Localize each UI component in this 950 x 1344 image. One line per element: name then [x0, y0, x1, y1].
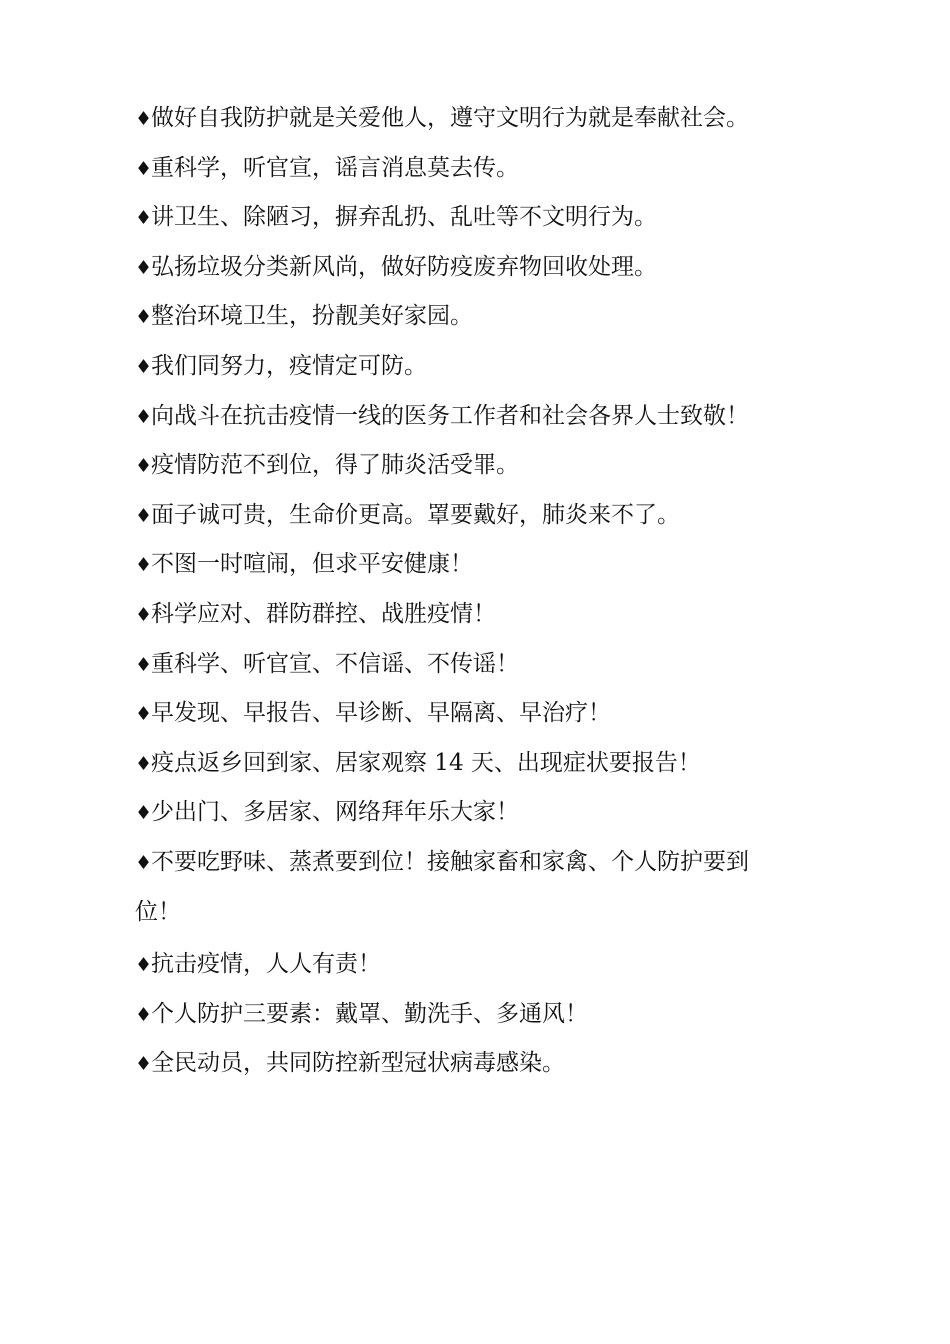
list-item-text: 科学应对、群防群控、战胜疫情！: [151, 600, 496, 627]
list-item: [135, 491, 775, 541]
list-item-text: 重科学，听官宣，谣言消息莫去传。: [151, 154, 519, 181]
diamond-bullet-icon: ♦: [135, 207, 153, 230]
list-item-text: 全民动员，共同防控新型冠状病毒感染。: [151, 1050, 565, 1077]
list-item: [135, 990, 775, 1040]
diamond-bullet-icon: ♦: [135, 554, 153, 577]
list-item: [135, 739, 775, 789]
list-item-text: 少出门、多居家、网络拜年乐大家！: [151, 799, 519, 826]
list-item: [135, 193, 775, 243]
list-item: [135, 540, 775, 590]
list-item: [135, 590, 775, 640]
list-item-text: 讲卫生、除陋习，摒弃乱扔、乱吐等不文明行为。: [151, 204, 657, 231]
diamond-bullet-icon: ♦: [135, 703, 153, 726]
diamond-bullet-icon: ♦: [135, 752, 153, 775]
list-item: [135, 1039, 775, 1089]
diamond-bullet-icon: ♦: [135, 405, 153, 428]
diamond-bullet-icon: ♦: [135, 802, 153, 825]
diamond-bullet-icon: ♦: [135, 1003, 153, 1026]
list-item: [135, 788, 775, 838]
list-item-text: 重科学、听官宣、不信谣、不传谣！: [151, 650, 519, 677]
list-item: [135, 94, 775, 144]
list-item-text: 我们同努力，疫情定可防。: [151, 352, 427, 379]
diamond-bullet-icon: ♦: [135, 108, 153, 130]
diamond-bullet-icon: ♦: [135, 256, 153, 279]
diamond-bullet-icon: ♦: [135, 653, 153, 676]
list-item-text: 做好自我防护就是关爱他人，遵守文明行为就是奉献社会。: [151, 105, 749, 131]
list-item-text: 疫点返乡回到家、居家观察 14 天、出现症状要报告！: [151, 749, 701, 776]
list-item: [135, 940, 775, 990]
diamond-bullet-icon: ♦: [135, 306, 153, 329]
diamond-bullet-icon: ♦: [135, 603, 153, 626]
list-item: [135, 144, 775, 194]
list-item: [135, 441, 775, 491]
list-item-text: 早发现、早报告、早诊断、早隔离、早治疗！: [151, 700, 611, 727]
list-item: [135, 392, 775, 442]
list-item-text: 疫情防范不到位，得了肺炎活受罪。: [151, 452, 519, 479]
list-item-text: 抗击疫情，人人有责！: [151, 951, 381, 978]
diamond-bullet-icon: ♦: [135, 455, 153, 478]
list-item: [135, 292, 775, 342]
diamond-bullet-icon: ♦: [135, 1053, 153, 1076]
list-item-text: 不图一时喧闹，但求平安健康！: [151, 551, 473, 578]
list-item: [135, 689, 775, 739]
diamond-bullet-icon: ♦: [135, 157, 153, 180]
list-item: [135, 243, 775, 293]
list-item-text: 个人防护三要素：戴罩、勤洗手、多通风！: [151, 1000, 588, 1027]
list-item-text: 弘扬垃圾分类新风尚，做好防疫废弃物回收处理。: [151, 253, 657, 280]
diamond-bullet-icon: ♦: [135, 954, 153, 977]
diamond-bullet-icon: ♦: [135, 504, 153, 527]
list-item-text: 不要吃野味、蒸煮要到位！接触家畜和家禽、个人防护要到位！: [135, 848, 749, 925]
diamond-bullet-icon: ♦: [135, 355, 153, 378]
slogan-list: [135, 94, 775, 1089]
list-item-text: 整治环境卫生，扮靓美好家园。: [151, 303, 473, 330]
list-item-text: 向战斗在抗击疫情一线的医务工作者和社会各界人士致敬！: [151, 402, 749, 429]
list-item-text: 面子诚可贵，生命价更高。罩要戴好，肺炎来不了。: [151, 501, 680, 528]
list-item: [135, 838, 775, 936]
list-item: [135, 640, 775, 690]
diamond-bullet-icon: ♦: [135, 851, 153, 874]
list-item: [135, 342, 775, 392]
